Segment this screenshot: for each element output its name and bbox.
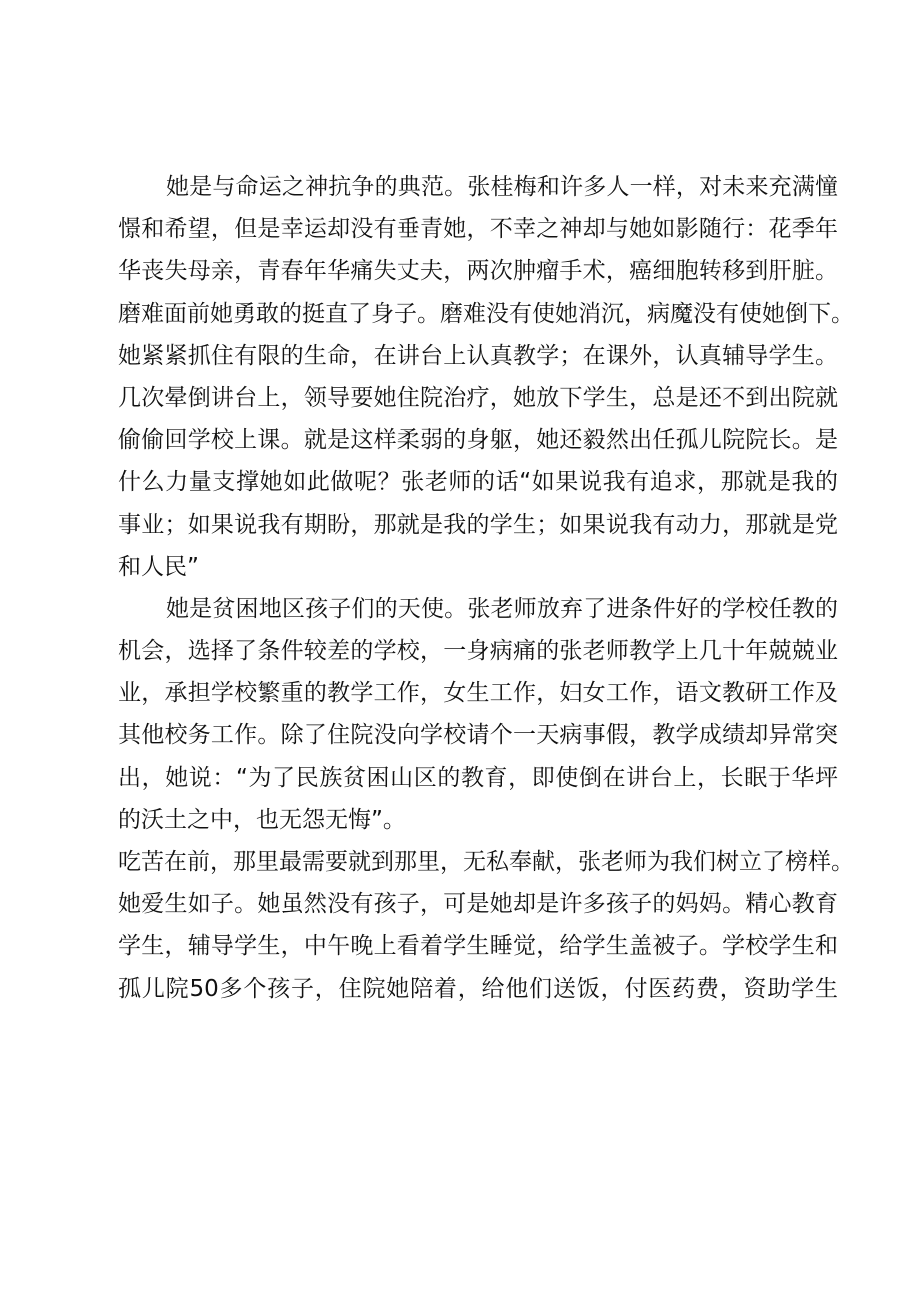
paragraph-line: 偷偷回学校上课。就是这样柔弱的身躯，她还毅然出任孤儿院院长。是 bbox=[118, 427, 838, 454]
paragraph-line: 她爱生如子。她虽然没有孩子，可是她却是许多孩子的妈妈。精心教育 bbox=[118, 891, 838, 918]
paragraph-line: 什么力量支撑她如此做呢？张老师的话“如果说我有追求，那就是我的 bbox=[118, 469, 838, 496]
paragraph-line: 她是与命运之神抗争的典范。张桂梅和许多人一样，对未来充满憧 bbox=[166, 174, 838, 200]
paragraph-line: 出，她说：“为了民族贫困山区的教育，即使倒在讲台上，长眠于华坪 bbox=[118, 764, 838, 791]
paragraph-line: 学生，辅导学生，中午晚上看着学生睡觉，给学生盖被子。学校学生和 bbox=[118, 933, 838, 960]
paragraph-line: 和人民” bbox=[118, 553, 199, 580]
paragraph-line: 机会，选择了条件较差的学校，一身病痛的张老师教学上几十年兢兢业 bbox=[118, 638, 838, 665]
paragraph-line: 其他校务工作。除了住院没向学校请个一天病事假，教学成绩却异常突 bbox=[118, 722, 838, 749]
paragraph-line: 事业；如果说我有期盼，那就是我的学生；如果说我有动力，那就是党 bbox=[118, 511, 838, 538]
paragraph-line: 憬和希望，但是幸运却没有垂青她，不幸之神却与她如影随行：花季年 bbox=[118, 216, 838, 243]
paragraph-line: 业，承担学校繁重的教学工作，女生工作，妇女工作，语文教研工作及 bbox=[118, 680, 838, 707]
paragraph-line: 几次晕倒讲台上，领导要她住院治疗，她放下学生，总是还不到出院就 bbox=[118, 384, 838, 411]
paragraph-line: 她是贫困地区孩子们的天使。张老师放弃了进条件好的学校任教的 bbox=[166, 595, 838, 622]
paragraph-line: 华丧失母亲，青春年华痛失丈夫，两次肿瘤手术，癌细胞转移到肝脏。 bbox=[118, 258, 838, 285]
paragraph-line: 吃苦在前，那里最需要就到那里，无私奉献，张老师为我们树立了榜样。 bbox=[118, 849, 854, 875]
body-text bbox=[118, 166, 854, 1010]
paragraph-line: 磨难面前她勇敢的挺直了身子。磨难没有使她消沉，病魔没有使她倒下。 bbox=[118, 300, 854, 327]
paragraph-line: 的沃土之中，也无怨无悔”。 bbox=[118, 806, 406, 833]
paragraph-line: 她紧紧抓住有限的生命，在讲台上认真教学；在课外，认真辅导学生。 bbox=[118, 342, 838, 369]
paragraph-line: 孤儿院50多个孩子，住院她陪着，给他们送饭，付医药费，资助学生 bbox=[118, 975, 838, 1002]
